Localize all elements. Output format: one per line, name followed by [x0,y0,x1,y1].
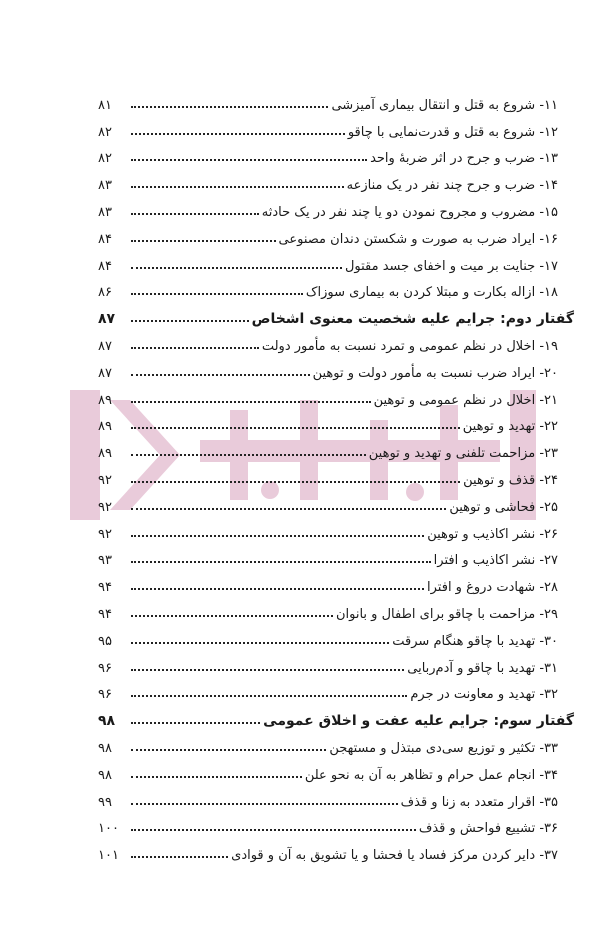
dot-leader [131,695,407,697]
toc-page-number: ۹۴ [98,580,112,596]
toc-page-number: ۸۱ [98,97,112,113]
toc-page-number: ۸۶ [98,285,112,301]
toc-page-number: ۹۲ [98,499,112,515]
toc-entry [98,729,574,756]
dot-leader [131,776,302,778]
dot-leader [131,427,460,429]
toc-entry [98,676,574,703]
dot-leader [131,347,259,349]
toc-entry [98,327,574,354]
toc-entry-title: ۱۸- ازاله بکارت و مبتلا کردن به بیماری سوزاک [305,285,558,301]
dot-leader [131,454,366,456]
toc-entry [98,810,574,837]
dot-leader [131,186,344,188]
dot-leader [131,401,371,403]
toc-entry-title: گفتار دوم: جرایم علیه شخصیت معنوی اشخاص [251,311,574,328]
toc-entry-title: ۲۳- مزاحمت تلفنی و تهدید و توهین [368,446,558,462]
dot-leader [131,267,342,269]
toc-entry-title: ۱۳- ضرب و جرح در اثر ضربهٔ واحد [370,151,558,167]
toc-page-number: ۱۰۰ [98,821,119,837]
toc-entry-title: ۱۱- شروع به قتل و انتقال بیماری آمیزشی [331,97,558,113]
toc-entry [98,488,574,515]
toc-entry [98,354,574,381]
toc-page-number: ۸۴ [98,258,112,274]
toc-entry [98,113,574,140]
toc-page-number: ۹۴ [98,606,112,622]
toc-entry-title: ۲۱- اخلال در نظم عمومی و توهین [373,392,558,408]
toc-entry-title: ۳۴- انجام عمل حرام و تظاهر به آن به نحو علن [304,767,558,783]
toc-entry [98,568,574,595]
toc-page-number: ۹۸ [98,767,112,783]
toc-page-number: ۱۰۱ [98,848,119,864]
toc-entry-title: گفتار سوم: جرایم علیه عفت و اخلاق عمومی [263,713,574,730]
toc-section-heading [98,300,574,327]
toc-entry [98,434,574,461]
toc-entry [98,622,574,649]
dot-leader [131,669,404,671]
toc-page-number: ۸۲ [98,151,112,167]
toc-entry [98,193,574,220]
toc-page-number: ۸۹ [98,392,112,408]
dot-leader [131,856,228,858]
toc-section-heading [98,702,574,729]
dot-leader [131,293,303,295]
dot-leader [131,588,424,590]
toc-entry-title: ۲۲- تهدید و توهین [462,419,558,435]
toc-page-number: ۹۶ [98,660,112,676]
dot-leader [131,615,333,617]
dot-leader [131,749,326,751]
toc-entry [98,381,574,408]
toc-entry-title: ۳۵- اقرار متعدد به زنا و قذف [400,794,558,810]
toc-page-number: ۸۳ [98,204,112,220]
toc-entry [98,542,574,569]
toc-entry [98,86,574,113]
toc-page-number: ۸۷ [98,311,116,328]
toc-page-number: ۹۹ [98,794,112,810]
toc-entry [98,836,574,863]
toc-page-number: ۸۴ [98,231,112,247]
toc-entry [98,140,574,167]
toc-entry-title: ۱۶- ایراد ضرب به صورت و شکستن دندان مصنوعی [278,231,558,247]
toc-entry-title: ۳۰- تهدید با چاقو هنگام سرقت [392,633,558,649]
toc-page-number: ۸۹ [98,446,112,462]
toc-entry-title: ۱۷- جنایت بر میت و اخفای جسد مقتول [344,258,558,274]
toc-entry-title: ۲۹- مزاحمت با چاقو برای اطفال و بانوان [335,606,558,622]
dot-leader [131,133,345,135]
dot-leader [131,508,446,510]
toc-entry-title: ۲۸- شهادت دروغ و افترا [427,580,558,596]
toc-entry-title: ۳۷- دایر کردن مرکز فساد یا فحشا و یا تشویق به آن و قوادی [231,848,558,864]
toc-entry [98,595,574,622]
toc-entry [98,515,574,542]
watermark-bar-left [70,390,100,520]
toc-page-number: ۸۲ [98,124,112,140]
dot-leader [131,159,367,161]
toc-entry-title: ۳۲- تهدید و معاونت در جرم [410,687,558,703]
toc-entry [98,220,574,247]
toc-entry-title: ۱۴- ضرب و جرح چند نفر در یک منازعه [346,178,558,194]
toc-entry [98,166,574,193]
dot-leader [131,561,431,563]
dot-leader [131,320,249,322]
dot-leader [131,481,460,483]
dot-leader [131,240,276,242]
toc-entry-title: ۲۵- فحاشی و توهین [449,499,558,515]
dot-leader [131,535,424,537]
toc-entry-title: ۳۳- تکثیر و توزیع سی‌دی مبتذل و مستهجن [329,740,558,756]
toc-page-number: ۹۸ [98,713,116,730]
toc-page-number: ۸۳ [98,178,112,194]
toc-entry-title: ۳۶- تشییع فواحش و قذف [418,821,558,837]
dot-leader [131,106,328,108]
toc-entry-title: ۱۹- اخلال در نظم عمومی و تمرد نسبت به مأمور دولت [261,338,558,354]
toc-page-number: ۸۷ [98,365,112,381]
toc-entry [98,756,574,783]
dot-leader [131,374,310,376]
toc-page-number: ۹۸ [98,740,112,756]
toc-entry-title: ۱۲- شروع به قتل و قدرت‌نمایی با چاقو [347,124,558,140]
toc-entry-title: ۲۴- قذف و توهین [463,472,558,488]
dot-leader [131,213,259,215]
dot-leader [131,722,260,724]
toc-entry-title: ۲۷- نشر اکاذیب و افترا [433,553,558,569]
toc-page-number: ۹۵ [98,633,112,649]
dot-leader [131,803,398,805]
toc-entry [98,649,574,676]
table-of-contents [98,86,574,863]
toc-page-number: ۹۲ [98,526,112,542]
toc-entry-title: ۳۱- تهدید با چاقو و آدم‌ربایی [407,660,558,676]
toc-page-number: ۸۷ [98,338,112,354]
toc-entry [98,783,574,810]
toc-entry-title: ۲۰- ایراد ضرب نسبت به مأمور دولت و توهین [312,365,558,381]
toc-page-number: ۹۳ [98,553,112,569]
toc-entry-title: ۱۵- مضروب و مجروح نمودن دو یا چند نفر در یک حادثه [261,204,558,220]
toc-page-number: ۸۹ [98,419,112,435]
toc-entry [98,274,574,301]
toc-entry [98,408,574,435]
toc-entry-title: ۲۶- نشر اکاذیب و توهین [427,526,558,542]
toc-entry [98,247,574,274]
dot-leader [131,642,389,644]
toc-page-number: ۹۶ [98,687,112,703]
toc-page-number: ۹۲ [98,472,112,488]
toc-entry [98,461,574,488]
dot-leader [131,829,416,831]
